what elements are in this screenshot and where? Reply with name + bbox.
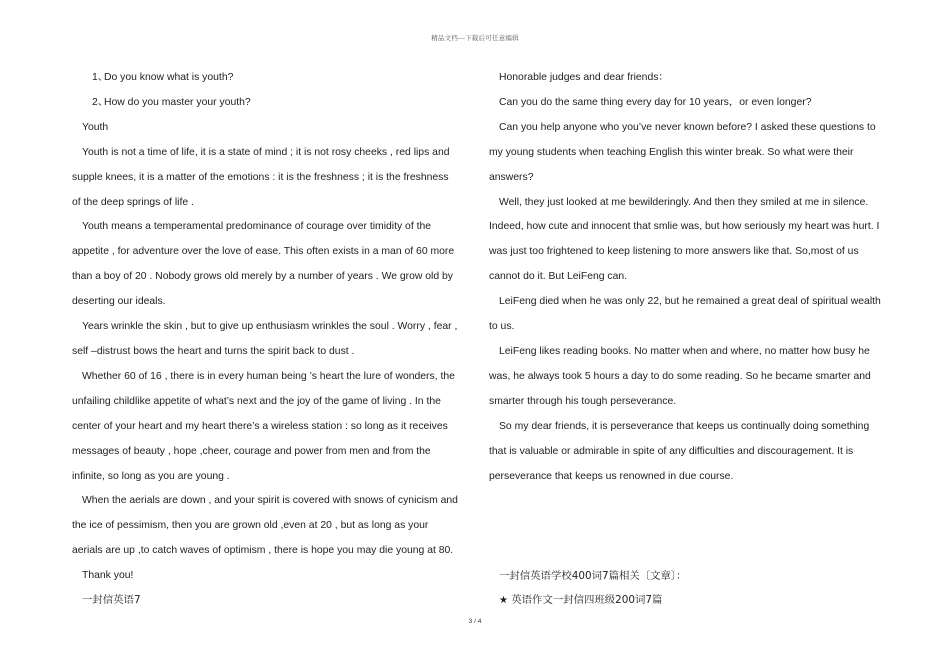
paragraph: Youth is not a time of life, it is a state of mind ; it is not rosy cheeks , red lips and supple knees, it is a matter of the emotions : it is the freshness ; it is the freshness of the deep springs of life . xyxy=(72,146,450,208)
paragraph: Can you help anyone who you’ve never known before? I asked these questions to my young students when teaching English this winter break. So what were their answers? xyxy=(489,121,876,183)
item-text: How do you master your youth? xyxy=(104,96,251,108)
salutation: Honorable judges and dear friends： xyxy=(499,72,669,83)
item-number: 2、 xyxy=(92,96,109,108)
item-number: 1、 xyxy=(92,72,109,83)
star-icon: ★ xyxy=(499,595,508,606)
paragraph: So my dear friends, it is perseverance that keeps us continually doing something that is valuable or admirable in spite of any difficulties and discouragement. It is perseverance that keeps us renowned in due course. xyxy=(489,420,870,482)
related-article-link[interactable] xyxy=(499,591,662,606)
left-footnote: 一封信英语7 xyxy=(82,594,141,606)
closing-line: Thank you! xyxy=(82,570,134,582)
paragraph: LeiFeng died when he was only 22, but he remained a great deal of spiritual wealth to us. xyxy=(489,296,881,333)
paragraph: When the aerials are down , and your spirit is covered with snows of cynicism and the ice of pessimism, then you are grown old ,even at 20 , but as long as your aerials are up ,to catch waves of optimism , there is hope you may die young at 80. xyxy=(72,495,458,557)
related-article-title[interactable]: 英语作文一封信四班级200词7篇 xyxy=(511,594,663,606)
right-column xyxy=(489,66,881,489)
paragraph: Well, they just looked at me bewilderingly. And then they smiled at me in silence. Indeed, how cute and innocent that smlie was, but how seriously my heart was hurt. I was just too frightened to keep listening to more answers like that. So,most of us cannot do it. But LeiFeng can. xyxy=(489,196,880,283)
page-header: 精品文档---下载后可任意编辑 xyxy=(431,34,519,42)
paragraph: Can you do the same thing every day for 10 years，or even longer? xyxy=(499,96,812,108)
paragraph: Whether 60 of 16 , there is in every human being ’s heart the lure of wonders, the unfailing childlike appetite of what’s next and the joy of the game of living . In the center of your heart and my heart there’s a wireless station : so long as it receives messages of beauty , hope ,cheer, courage and power from men and from the infinite, so long as you are young . xyxy=(72,370,455,482)
question-item-1 xyxy=(72,66,458,91)
paragraph: Years wrinkle the skin , but to give up enthusiasm wrinkles the soul . Worry , fear , self –distrust bows the heart and turns the spirit back to dust . xyxy=(72,321,458,357)
related-articles-heading: 一封信英语学校400词7篇相关〔文章〕： xyxy=(499,570,687,582)
essay-title: Youth xyxy=(82,121,109,133)
page-number: 3 / 4 xyxy=(468,618,482,625)
left-column xyxy=(72,66,458,589)
question-item-2 xyxy=(72,91,458,116)
paragraph: LeiFeng likes reading books. No matter when and where, no matter how busy he was, he always took 5 hours a day to do some reading. So he became smarter and smarter through his tough perseverance. xyxy=(489,345,871,407)
paragraph: Youth means a temperamental predominance of courage over timidity of the appetite , for adventure over the love of ease. This often exists in a man of 60 more than a boy of 20 . Nobody grows old merely by a number of years . We grow old by deserting our ideals. xyxy=(72,221,455,308)
item-text: Do you know what is youth? xyxy=(104,72,234,83)
